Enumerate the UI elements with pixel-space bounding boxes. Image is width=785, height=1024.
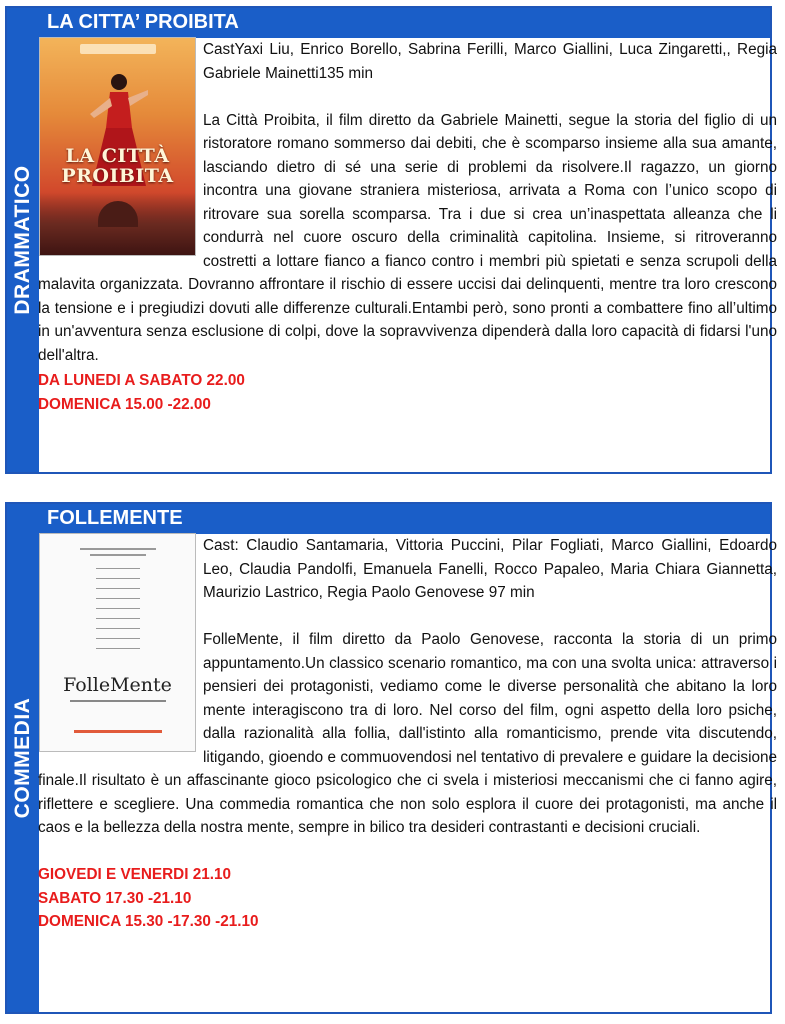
poster-title: LA CITTÀ PROIBITA <box>61 145 174 187</box>
title-bar <box>39 8 770 38</box>
showtime-line: DA LUNEDI A SABATO 22.00 <box>38 372 245 389</box>
film-description <box>38 38 777 416</box>
film-title: FOLLEMENTE <box>47 507 183 529</box>
genre-bar <box>7 8 39 472</box>
title-bar <box>39 504 770 534</box>
genre-bar <box>7 504 39 1012</box>
showtime-line: DOMENICA 15.00 -22.00 <box>38 395 211 413</box>
poster-title: FolleMente <box>63 674 172 696</box>
film-synopsis: FolleMente, il film diretto da Paolo Genovese, racconta la storia di un primo appuntamento.Un classico scenario romantico, ma con una svolta unica: attraverso i pensieri dei protagonisti, vediamo come le diverse personalità che abitano la loro mente interagiscono tra di loro. Nel corso del film, ogni aspetto della loro psiche, dalla razionalità alla follia, dall'istinto alla romanticismo, prende vita discutendo, litigando, gioendo e commuovendosi nel tentativo di prevalere e guidare la decisione finale.Il risultato è un affascinante gioco psicologico che ci svela i misteriosi meccanismi che ci fanno agire, riflettere e scegliere. Una commedia romantica che non solo esplora il cuore dei protagonisti, ma anche il caos e la bellezza della nostra mente, sempre in bilico tra desideri contrastanti e decisioni cruciali. <box>38 631 777 836</box>
genre-label: DRAMMATICO <box>11 165 34 315</box>
showtime-line: SABATO 17.30 -21.10 <box>38 889 192 907</box>
genre-label: COMMEDIA <box>11 697 34 819</box>
film-description <box>38 534 777 934</box>
film-credits: CastYaxi Liu, Enrico Borello, Sabrina Ferilli, Marco Giallini, Luca Zingaretti,, Regia Gabriele Mainetti135 min <box>203 41 777 82</box>
poster-space <box>38 38 203 263</box>
film-title: LA CITTA’ PROIBITA <box>47 11 239 33</box>
showtime-line: DOMENICA 15.30 -17.30 -21.10 <box>38 913 259 930</box>
film-credits: Cast: Claudio Santamaria, Vittoria Puccini, Pilar Fogliati, Marco Giallini, Edoardo Leo, Claudia Pandolfi, Emanuela Fanelli, Rocco Papaleo, Maria Chiara Giannetta, Maurizio Lastrico, Regia Paolo Genovese 97 min <box>203 537 777 601</box>
showtime-line: GIOVEDI E VENERDI 21.10 <box>38 866 231 883</box>
poster-space <box>38 534 203 759</box>
film-synopsis: La Città Proibita, il film diretto da Gabriele Mainetti, segue la storia del figlio di un ristoratore romano sommerso dai debiti, che è scomparso insieme alla sua amante, lasciando dietro di sé una serie di problemi da risolvere.Il ragazzo, un giorno incontra una giovane straniera misteriosa, arrivata a Roma con l’unico scopo di ritrovare sua sorella scomparsa. Tra i due si crea un’inaspettata alleanza che li condurrà nel cuore oscuro della criminalità capitolina. Insieme, si ritroveranno costretti a lottare fianco a fianco contro i membri più spietati e senza scrupoli della malavita organizzata. Dovranno affrontare il rischio di essere uccisi dai delinquenti, mentre tra loro crescono la tensione e i pregiudizi dovuti alle differenze culturali.Entambi però, sono pronti a combattere fino all’ultimo in un'avventura senza esclusione di colpi, dove la sopravvivenza dipenderà dalla loro capacità di fidarsi l'uno dell'altra. <box>38 111 777 364</box>
